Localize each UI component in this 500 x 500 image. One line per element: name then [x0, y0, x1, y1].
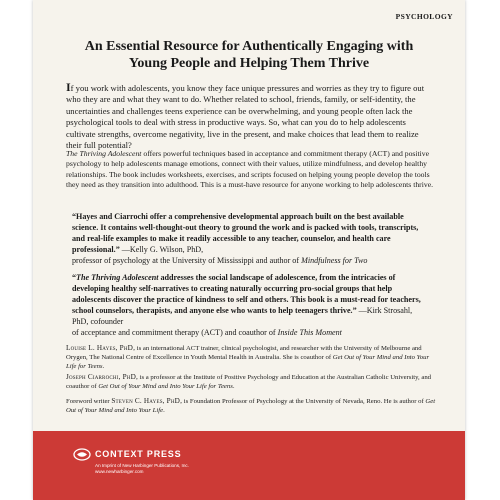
- quote-affiliation: professor of psychology at the University of Mississippi and author of: [72, 255, 302, 265]
- endorsement-quote: [72, 273, 428, 338]
- quote-book: Inside This Moment: [277, 327, 342, 337]
- quote-book: Mindfulness for Two: [301, 255, 368, 265]
- bio-text: is Foundation Professor of Psychology at the University of Nevada, Reno. He is author of: [182, 398, 426, 405]
- author-name: Steven C. Hayes, PhD,: [111, 397, 183, 405]
- bio-text: is an international ACT trainer, clinical psychologist, and researcher with the University of Melbourne and Orygen, The National Centre of Excellence in Youth Mental Health in Australia. She is coauthor of: [66, 345, 422, 362]
- author-name: Joseph Ciarrochi, PhD,: [66, 373, 138, 381]
- bio-book: Get Out of Your Mind and Into Your Life for Teens: [66, 354, 430, 371]
- bio-end: .: [102, 363, 105, 371]
- author-bio: [66, 344, 436, 372]
- bio-text: is a professor at the Institute of Positive Psychology and Education at the Australian Catholic University, and coauthor of: [66, 374, 432, 391]
- description-text: offers powerful techniques based in acceptance and commitment therapy (ACT) and positive psychology to help adolescents manage emotions, connect with their values, utilize mindfulness, and develop healthy relationships. The book includes worksheets, exercises, and scripts focused on helping young people develop the tools they need as they transition into adulthood. This is a must-have resource for anyone working to help adolescents thrive.: [66, 149, 434, 190]
- publisher-logo: [73, 445, 193, 475]
- quote-text: “Hayes and Ciarrochi offer a comprehensive developmental approach built on the best available science. It contains well-thought-out theory to ground the work and is packed with tools, transcripts, and real-life examples to make it readily accessible to any teacher, counselor, and health care professional.”: [72, 212, 419, 254]
- context-press-logo-icon: [73, 448, 91, 461]
- publisher-imprint: An Imprint of New Harbinger Publications, Inc.: [95, 463, 189, 468]
- quote-open: “: [72, 273, 77, 282]
- quote-text: addresses the social landscape of adolescence, from the intricacies of developing healthy self-narratives to creating naturally occurring pro-social groups that help adolescents discover the practice of kindness to self and others. This book is a must-read for teachers, school counselors, therapists, and anyone else who wants to help teenagers thrive.”: [72, 273, 421, 315]
- bio-end: .: [232, 383, 235, 391]
- bio-book: Get Out of Your Mind and Into Your Life: [66, 398, 436, 415]
- foreword-bio: [66, 397, 436, 415]
- book-back-cover: [33, 0, 465, 500]
- headline: An Essential Resource for Authentically Engaging with Young People and Helping Them Thrive: [84, 39, 414, 71]
- book-title: The Thriving Adolescent: [66, 149, 142, 158]
- lead-paragraph: [66, 82, 436, 151]
- publisher-name: CONTEXT PRESS: [95, 449, 182, 460]
- quote-author: —Kelly G. Wilson, PhD,: [119, 244, 204, 254]
- category-label: PSYCHOLOGY: [395, 12, 453, 21]
- lead-text: f you work with adolescents, you know they face unique pressures and worries as they try to figure out who they are and what they want to do. Whether related to school, friends, family, or self-identity, the uncertainties and challenges teens experience can be overwhelming, and young people often lack the psychological tools to deal with stress in productive ways. So, what can you do to help adolescents cultivate strengths, overcome negativity, live in the present, and make choices that lead them to realize their full potential?: [66, 83, 425, 151]
- bio-end: .: [163, 407, 165, 415]
- bio-prefix: Foreword writer: [66, 398, 112, 405]
- publisher-website: www.newharbinger.com: [95, 469, 144, 474]
- description-paragraph: [66, 149, 436, 191]
- quote-affiliation: of acceptance and commitment therapy (ACT) and coauthor of: [72, 327, 278, 337]
- endorsement-quote: [72, 212, 428, 267]
- bio-book: Get Out of Your Mind and Into Your Life for Teens: [98, 383, 233, 391]
- author-bio: [66, 373, 436, 391]
- publisher-band: [33, 431, 465, 500]
- quote-book-title: The Thriving Adolescent: [76, 273, 159, 282]
- quote-author: —Kirk Strosahl, PhD, cofounder: [72, 305, 413, 326]
- author-name: Louise L. Hayes, PhD,: [66, 344, 136, 352]
- drop-cap: I: [66, 80, 71, 94]
